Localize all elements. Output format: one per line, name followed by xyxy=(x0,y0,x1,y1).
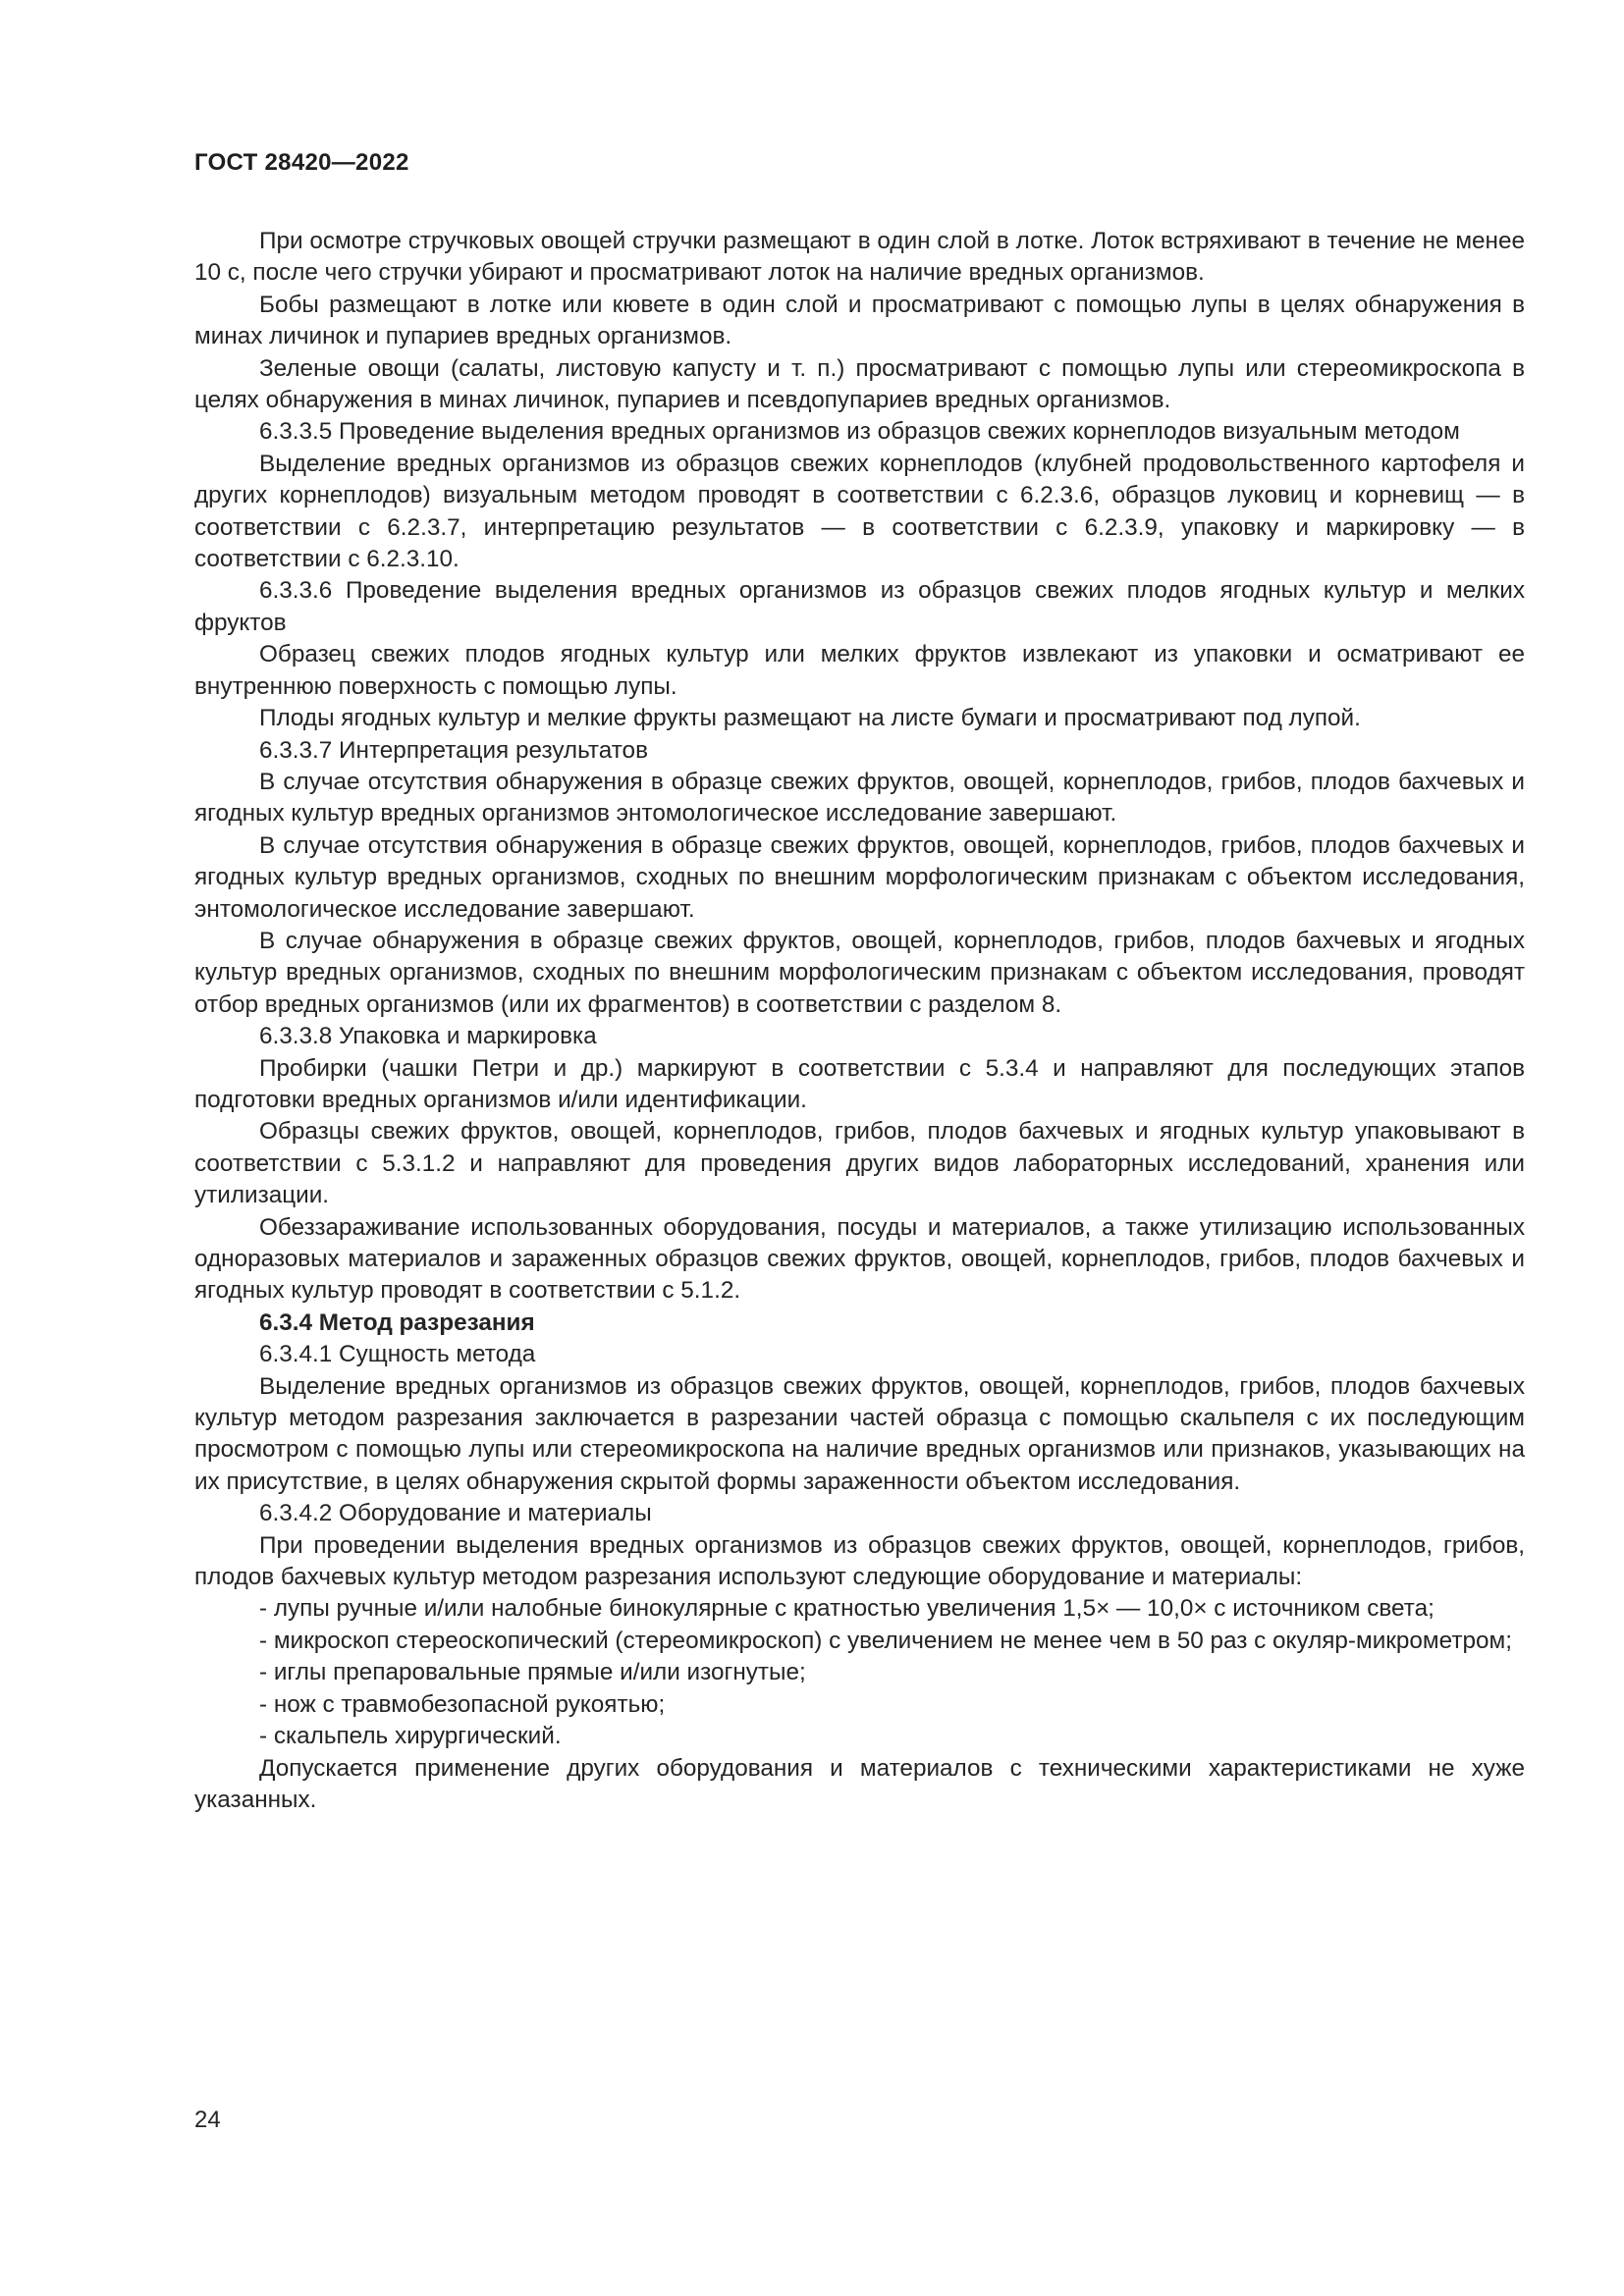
paragraph: Бобы размещают в лотке или кювете в один слой и просматривают с помощью лупы в целях обнаружения в минах личинок и пупариев вредных организмов. xyxy=(194,291,1525,350)
section-heading: 6.3.3.6 Проведение выделения вредных организмов из образцов свежих плодов ягодных культур и мелких фруктов xyxy=(194,577,1525,636)
list-item: - скальпель хирургический. xyxy=(259,1723,562,1750)
paragraph: Пробирки (чашки Петри и др.) маркируют в соответствии с 5.3.4 и направляют для последующих этапов подготовки вредных организмов и/или идентификации. xyxy=(194,1054,1525,1113)
list-item: - нож с травмобезопасной рукоятью; xyxy=(259,1690,666,1718)
list-item: - иглы препаровальные прямые и/или изогнутые; xyxy=(259,1659,806,1686)
paragraph: Допускается применение других оборудования и материалов с техническими характеристиками не хуже указанных. xyxy=(194,1754,1525,1813)
paragraph: Образец свежих плодов ягодных культур или мелких фруктов извлекают из упаковки и осматривают ее внутреннюю поверхность с помощью лупы. xyxy=(194,641,1525,700)
list-item: - микроскоп стереоскопический (стереомикроскоп) с увеличением не менее чем в 50 раз с окуляр-микрометром; xyxy=(259,1627,1512,1654)
paragraph: Образцы свежих фруктов, овощей, корнеплодов, грибов, плодов бахчевых и ягодных культур упаковывают в соответствии с 5.3.1.2 и направляют для проведения других видов лабораторных исследований, хранения или утилизации. xyxy=(194,1118,1525,1209)
section-heading-bold: 6.3.4 Метод разрезания xyxy=(259,1308,535,1336)
paragraph: В случае обнаружения в образце свежих фруктов, овощей, корнеплодов, грибов, плодов бахчевых и ягодных культур вредных организмов, сходных по внешним морфологическим признакам с объектом исследования, проводят отбор вредных организмов (или их фрагментов) в соответствии с разделом 8. xyxy=(194,927,1525,1018)
paragraph: В случае отсутствия обнаружения в образце свежих фруктов, овощей, корнеплодов, грибов, плодов бахчевых и ягодных культур вредных организмов энтомологическое исследование завершают. xyxy=(194,768,1525,828)
paragraph: Обеззараживание использованных оборудования, посуды и материалов, а также утилизацию использованных одноразовых материалов и зараженных образцов свежих фруктов, овощей, корнеплодов, грибов, плодов бахчевых и ягодных культур проводят в соответствии с 5.1.2. xyxy=(194,1213,1525,1305)
paragraph: Зеленые овощи (салаты, листовую капусту и т. п.) просматривают с помощью лупы или стереомикроскопа в целях обнаружения в минах личинок, пупариев и псевдопупариев вредных организмов. xyxy=(194,354,1525,414)
paragraph: При проведении выделения вредных организмов из образцов свежих фруктов, овощей, корнеплодов, грибов, плодов бахчевых культур методом разрезания используют следующие оборудование и материалы: xyxy=(194,1531,1525,1591)
paragraph: Выделение вредных организмов из образцов свежих фруктов, овощей, корнеплодов, грибов, плодов бахчевых культур методом разрезания заключается в разрезании частей образца с помощью скальпеля с их последующим просмотром с помощью лупы или стереомикроскопа на наличие вредных организмов или признаков, указывающих на их присутствие, в целях обнаружения скрытой формы зараженности объектом исследования. xyxy=(194,1372,1525,1495)
section-heading: 6.3.3.5 Проведение выделения вредных организмов из образцов свежих корнеплодов визуальным методом xyxy=(259,418,1460,446)
section-heading: 6.3.3.8 Упаковка и маркировка xyxy=(259,1023,597,1050)
paragraph: В случае отсутствия обнаружения в образце свежих фруктов, овощей, корнеплодов, грибов, плодов бахчевых и ягодных культур вредных организмов, сходных по внешним морфологическим признакам с объектом исследования, энтомологическое исследование завершают. xyxy=(194,831,1525,923)
paragraph: Плоды ягодных культур и мелкие фрукты размещают на листе бумаги и просматривают под лупой. xyxy=(259,705,1361,732)
section-heading: 6.3.4.2 Оборудование и материалы xyxy=(259,1500,652,1527)
section-heading: 6.3.3.7 Интерпретация результатов xyxy=(259,736,648,764)
paragraph: Выделение вредных организмов из образцов свежих корнеплодов (клубней продовольственного картофеля и других корнеплодов) визуальным методом проводят в соответствии с 6.2.3.6, образцов луковиц и корневищ — в соответствии с 6.2.3.7, интерпретацию результатов — в соответствии с 6.2.3.9, упаковку и маркировку — в соответствии с 6.2.3.10. xyxy=(194,450,1525,573)
section-heading: 6.3.4.1 Сущность метода xyxy=(259,1341,536,1368)
paragraph: При осмотре стручковых овощей стручки размещают в один слой в лотке. Лоток встряхивают в течение не менее 10 с, после чего стручки убирают и просматривают лоток на наличие вредных организмов. xyxy=(194,228,1525,287)
document-body xyxy=(194,226,1525,1816)
list-item: - лупы ручные и/или налобные бинокулярные с кратностью увеличения 1,5× — 10,0× с источником света; xyxy=(259,1595,1435,1623)
document-header: ГОСТ 28420—2022 xyxy=(194,149,409,176)
page-number: 24 xyxy=(194,2107,221,2133)
